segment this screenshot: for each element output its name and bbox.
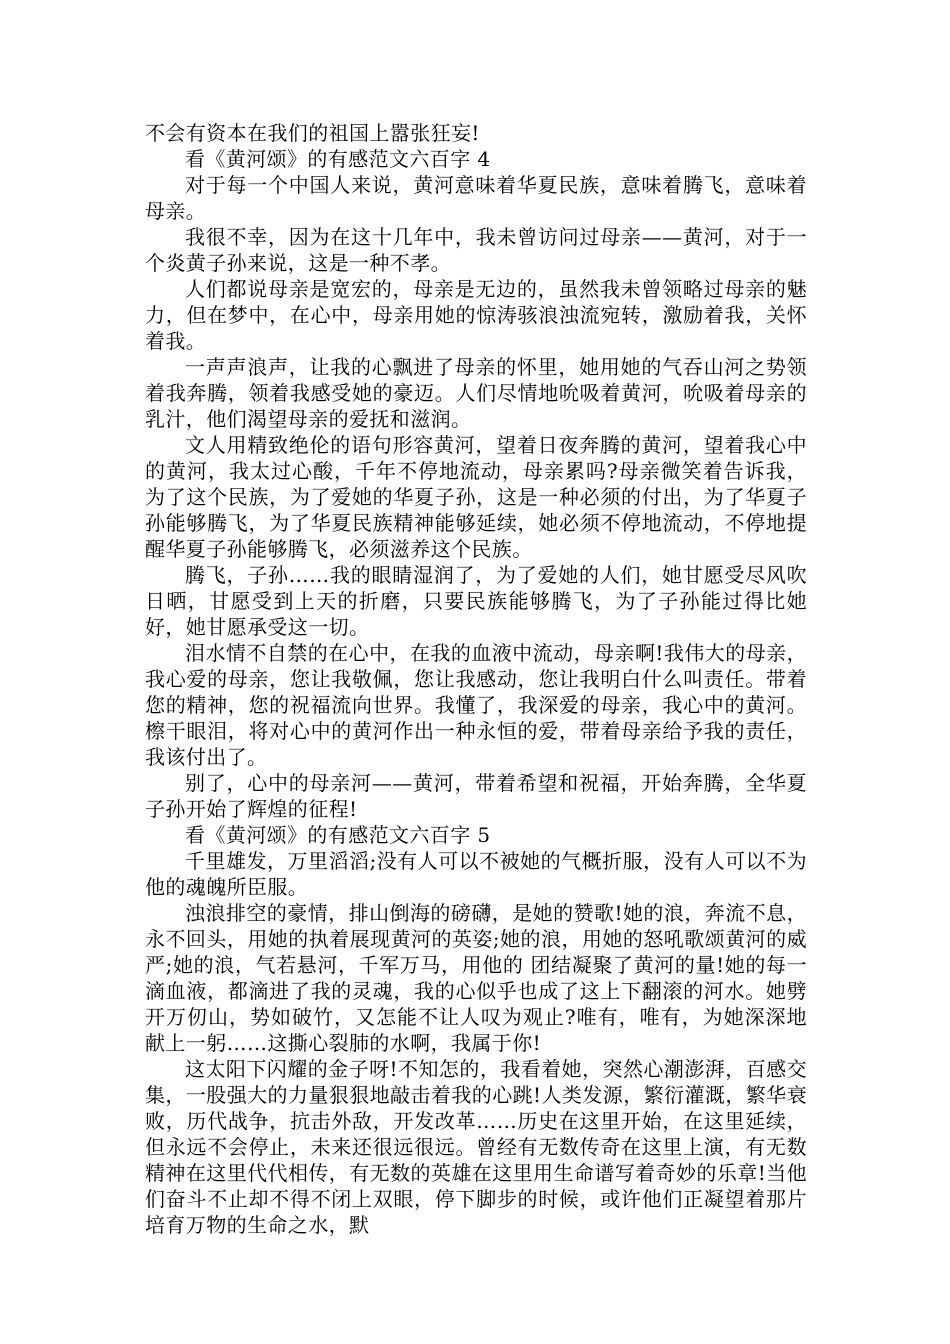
document-page	[145, 120, 807, 1238]
paragraph: 不会有资本在我们的祖国上嚣张狂妄!	[145, 121, 480, 145]
paragraph: 别了，心中的母亲河——黄河，带着希望和祝福，开始奔腾，全华夏子孙开始了辉煌的征程!	[145, 771, 807, 821]
paragraph: 腾飞，子孙……我的眼睛湿润了，为了爱她的人们，她甘愿受尽风吹日晒，甘愿受到上天的折磨，只要民族能够腾飞，为了子孙能过得比她好，她甘愿承受这一切。	[145, 563, 807, 639]
paragraph: 文人用精致绝伦的语句形容黄河，望着日夜奔腾的黄河，望着我心中的黄河，我太过心酸，千年不停地流动，母亲累吗?母亲微笑着告诉我，为了这个民族，为了爱她的华夏子孙，这是一种必须的付出，为了华夏子孙能够腾飞，为了华夏民族精神能够延续，她必须不停地流动，不停地提醒华夏子孙能够腾飞，必须滋养这个民族。	[145, 433, 807, 561]
paragraph: 对于每一个中国人来说，黄河意味着华夏民族，意味着腾飞，意味着母亲。	[145, 173, 807, 223]
paragraph: 人们都说母亲是宽宏的，母亲是无边的，虽然我未曾领略过母亲的魅力，但在梦中，在心中，母亲用她的惊涛骇浪浊流宛转，激励着我，关怀着我。	[145, 277, 807, 353]
paragraph: 一声声浪声，让我的心飘进了母亲的怀里，她用她的气吞山河之势领着我奔腾，领着我感受她的豪迈。人们尽情地吮吸着黄河，吮吸着母亲的乳汁，他们渴望母亲的爱抚和滋润。	[145, 355, 807, 431]
paragraph: 泪水情不自禁的在心中，在我的血液中流动，母亲啊!我伟大的母亲，我心爱的母亲，您让我敬佩，您让我感动，您让我明白什么叫责任。带着您的精神，您的祝福流向世界。我懂了，我深爱的母亲，我心中的黄河。檫干眼泪，将对心中的黄河作出一种永恒的爱，带着母亲给予我的责任，我该付出了。	[145, 641, 807, 769]
section-title: 看《黄河颂》的有感范文六百字 5	[185, 823, 491, 847]
paragraph: 千里雄发，万里滔滔;没有人可以不被她的气概折服，没有人可以不为他的魂魄所臣服。	[145, 849, 807, 899]
paragraph: 浊浪排空的豪情，排山倒海的磅礴，是她的赞歌!她的浪，奔流不息，永不回头，用她的执着展现黄河的英姿;她的浪，用她的怒吼歌颂黄河的威严;她的浪，气若悬河，千军万马，用他的 团结凝聚了黄河的量!她的每一滴血液，都滴进了我的灵魂，我的心似乎也成了这上下翻滚的河水。她劈开万仞山，势如破竹，又怎能不让人叹为观止?唯有，唯有，为她深深地献上一躬……这撕心裂肺的水啊，我属于你!	[145, 901, 807, 1055]
section-title: 看《黄河颂》的有感范文六百字 4	[185, 147, 491, 171]
paragraph: 这太阳下闪耀的金子呀!不知怎的，我看着她，突然心潮澎湃，百感交集，一股强大的力量狠狠地敲击着我的心跳!人类发源，繁衍灌溉，繁华衰败，历代战争，抗击外敌，开发改革……历史在这里开始，在这里延续，但永远不会停止，未来还很远很远。曾经有无数传奇在这里上演，有无数精神在这里代代相传，有无数的英雄在这里用生命谱写着奇妙的乐章!当他们奋斗不止却不得不闭上双眼，停下脚步的时候，或许他们正凝望着那片培育万物的生命之水，默	[145, 1057, 807, 1237]
paragraph: 我很不幸，因为在这十几年中，我未曾访问过母亲——黄河，对于一个炎黄子孙来说，这是一种不孝。	[145, 225, 807, 275]
